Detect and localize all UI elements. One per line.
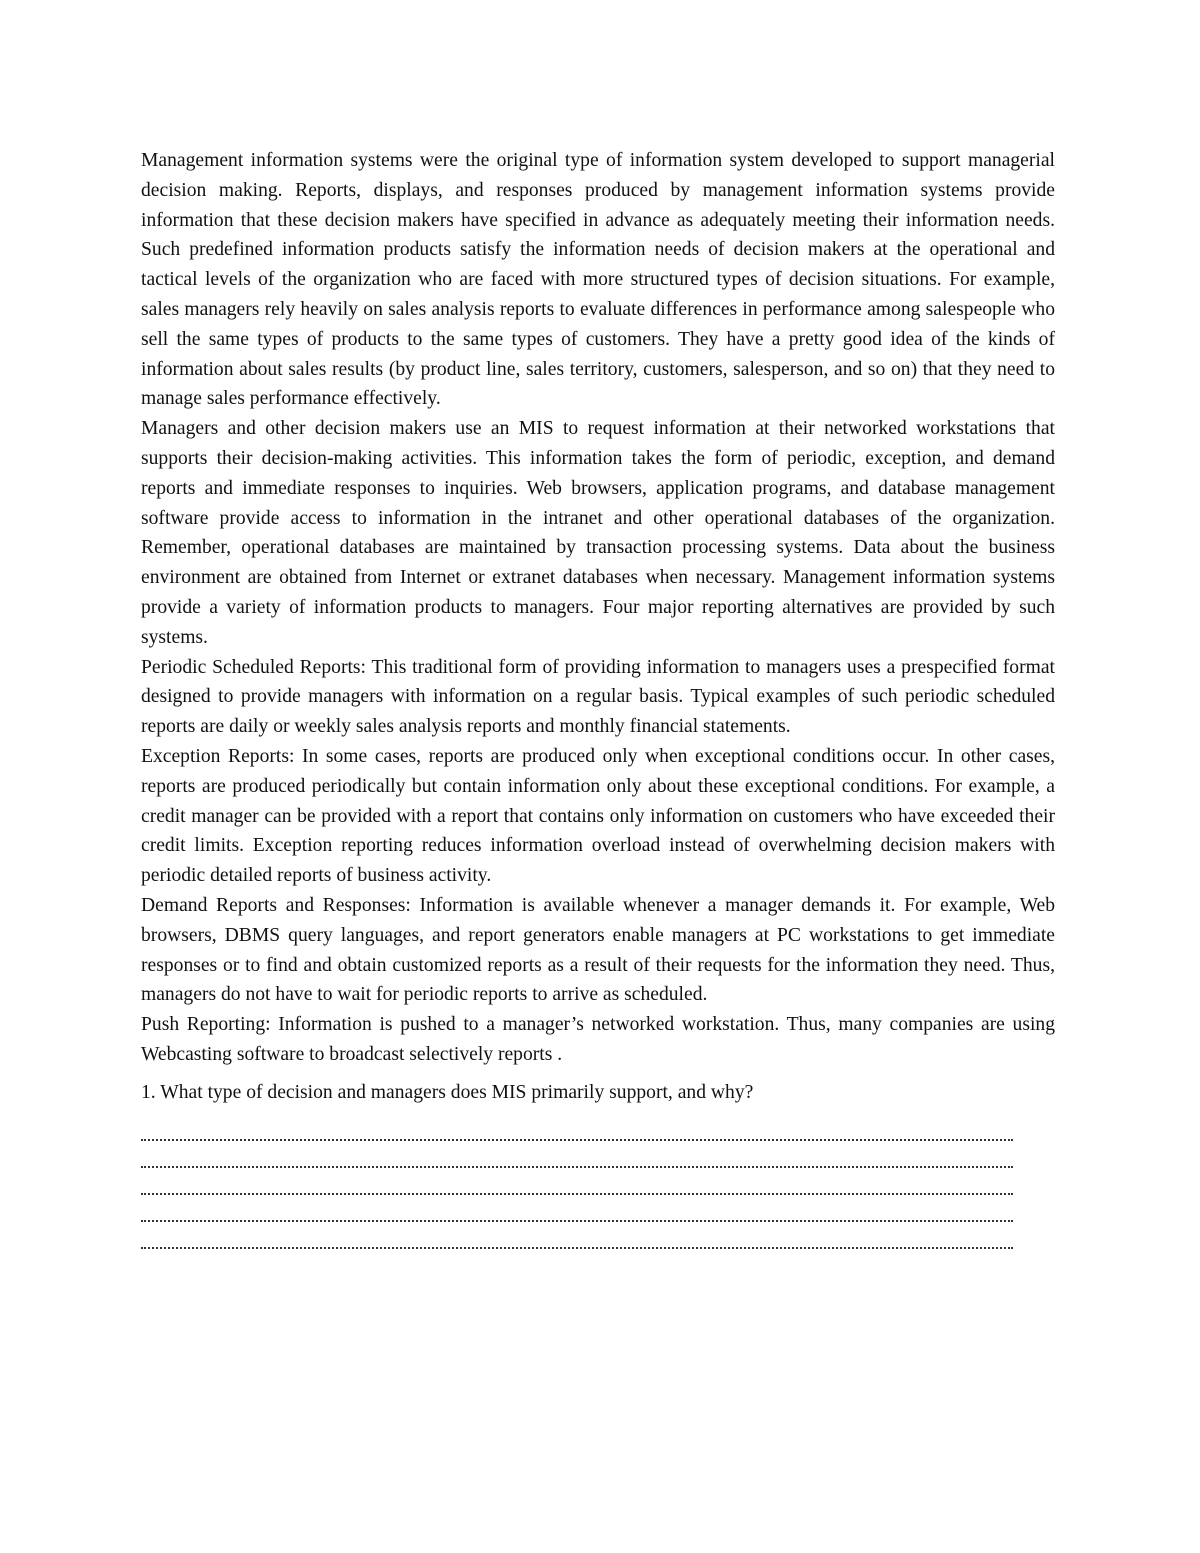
document-body xyxy=(141,146,1055,1249)
paragraph-demand-reports: Demand Reports and Responses: Information is available whenever a manager demands it. For example, Web browsers, DBMS query languages, and report generators enable managers at PC workstations to get immediate responses or to find and obtain customized reports as a result of their requests for the information they need. Thus, managers do not have to wait for periodic reports to arrive as scheduled. xyxy=(141,894,1055,1006)
paragraph-mis-intro: Management information systems were the original type of information system developed to support managerial decision making. Reports, displays, and responses produced by management information systems provide information that these decision makers have specified in advance as adequately meeting their information needs. Such predefined information products satisfy the information needs of decision makers at the operational and tactical levels of the organization who are faced with more structured types of decision situations. For example, sales managers rely heavily on sales analysis reports to evaluate differences in performance among salespeople who sell the same types of products to the same types of customers. They have a pretty good idea of the kinds of information about sales results (by product line, sales territory, customers, salesperson, and so on) that they need to manage sales performance effectively. xyxy=(141,150,1055,410)
answer-line[interactable] xyxy=(141,1168,1013,1195)
question-1: 1. What type of decision and managers does MIS primarily support, and why? xyxy=(141,1081,754,1103)
paragraph-mis-usage: Managers and other decision makers use an MIS to request information at their networked workstations that supports their decision-making activities. This information takes the form of periodic, exception, and demand reports and immediate responses to inquiries. Web browsers, application programs, and database management software provide access to information in the intranet and other operational databases of the organization. Remember, operational databases are maintained by transaction processing systems. Data about the business environment are obtained from Internet or extranet databases when necessary. Management information systems provide a variety of information products to managers. Four major reporting alternatives are provided by such systems. xyxy=(141,418,1055,648)
paragraph-push-reporting: Push Reporting: Information is pushed to a manager’s networked workstation. Thus, many companies are using Webcasting software to broadcast selectively reports . xyxy=(141,1014,1055,1065)
answer-line[interactable] xyxy=(141,1141,1013,1168)
answer-line[interactable] xyxy=(141,1114,1013,1141)
paragraph-exception-reports: Exception Reports: In some cases, reports are produced only when exceptional conditions occur. In other cases, reports are produced periodically but contain information only about these exceptional conditions. For example, a credit manager can be provided with a report that contains only information on customers who have exceeded their credit limits. Exception reporting reduces information overload instead of overwhelming decision makers with periodic detailed reports of business activity. xyxy=(141,745,1055,887)
answer-line[interactable] xyxy=(141,1195,1013,1222)
paragraph-periodic-reports: Periodic Scheduled Reports: This traditional form of providing information to managers uses a prespecified format designed to provide managers with information on a regular basis. Typical examples of such periodic scheduled reports are daily or weekly sales analysis reports and monthly financial statements. xyxy=(141,656,1055,738)
answer-line[interactable] xyxy=(141,1222,1013,1249)
answer-area[interactable] xyxy=(141,1114,1013,1249)
